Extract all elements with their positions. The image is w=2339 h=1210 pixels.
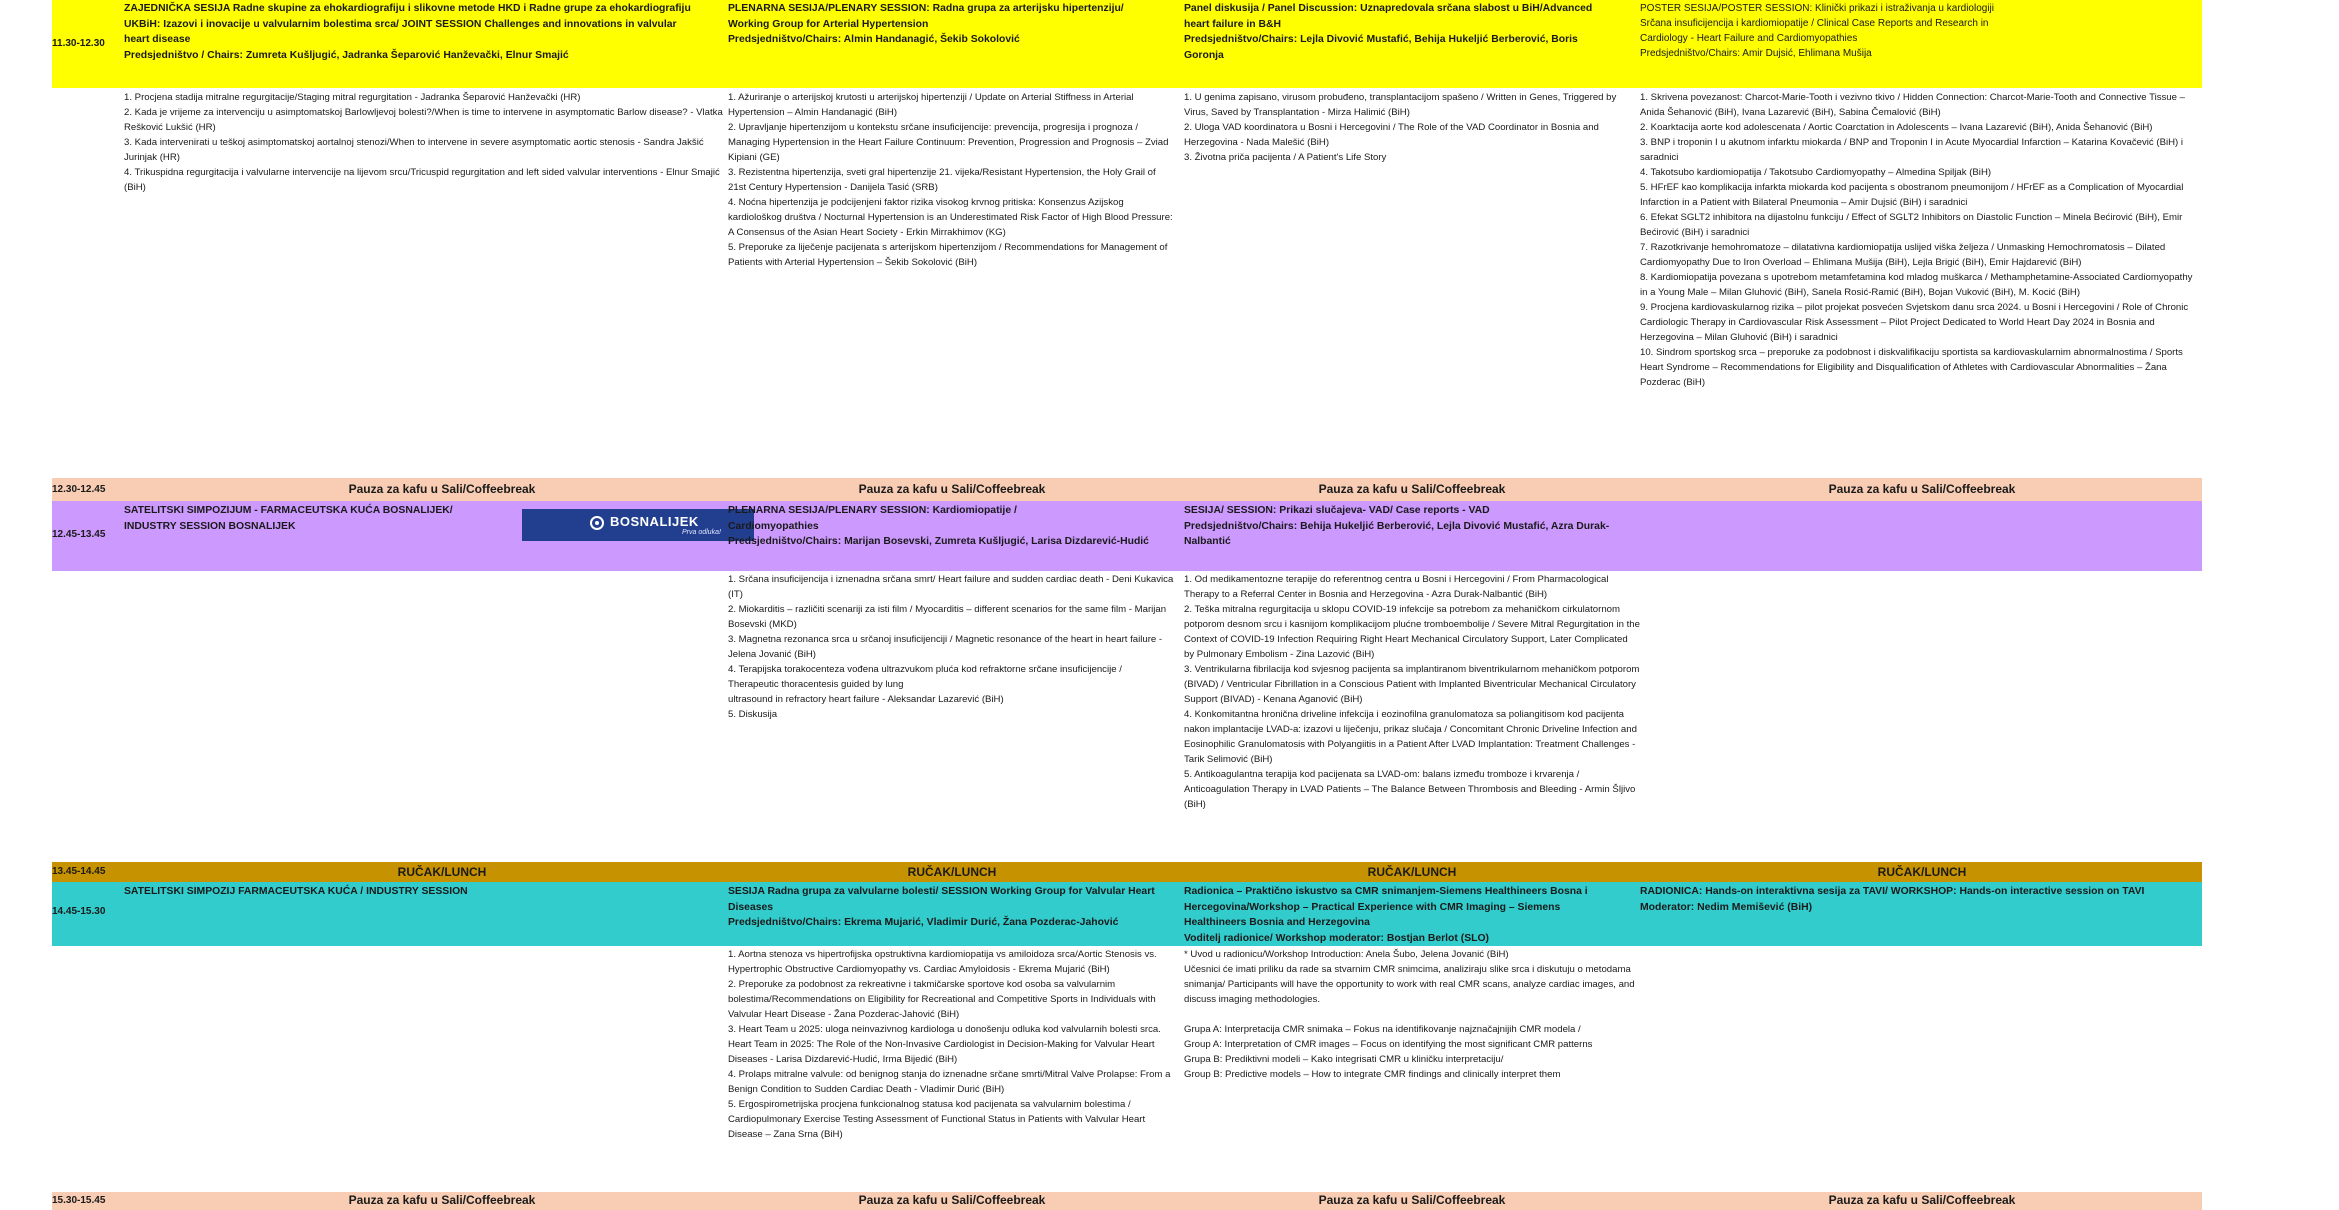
- lecture-item: 2. Preporuke za podobnost za rekreativne i takmičarske sportove kod osoba sa valvularnim bolestima/Recommendations on Eligibility for Recreational and Competitive Sports in Individuals with Valvular Heart Disease - Žana Pozderac-Jahović (BiH): [728, 979, 1156, 1020]
- session-content-block3: [52, 946, 2202, 1192]
- poster-list: [1640, 90, 2200, 390]
- lecture-item: 3. Životna priča pacijenta / A Patient's Life Story: [1184, 152, 1387, 163]
- coffee-break-label: Pauza za kafu u Sali/Coffeebreak: [1828, 1193, 2016, 1207]
- poster-item: 3. BNP i troponin I u akutnom infarktu miokarda / BNP and Troponin I in Acute Myocardial Infarction – Katarina Kovačević (BiH) i saradnici: [1640, 137, 2184, 163]
- lecture-item: 5. Preporuke za liječenje pacijenata s arterijskom hipertenzijom / Recommendations for Management of Patients with Arterial Hypertension – Šekib Sokolović (BiH): [728, 242, 1168, 268]
- session-title-cmr-workshop: Radionica – Praktično iskustvo sa CMR snimanjem-Siemens Healthineers Bosna i Hercegovina/Workshop – Practical Experience with CMR Imaging – Siemens Healthineers Bosnia and Herzegovina Voditelj radionice/ Workshop moderator: Bostjan Berlot (SLO): [1184, 886, 1588, 944]
- session-title-cardiomyopathies: PLENARNA SESIJA/PLENARY SESSION: Kardiomiopatije / Cardiomyopathies Predsjedništvo/Chairs: Marijan Bosevski, Zumreta Kušljugić, Larisa Dizdarević-Hudić: [728, 505, 1149, 547]
- session-header-block1: [52, 0, 2202, 88]
- lecture-item: 3. Rezistentna hipertenzija, sveti gral hipertenzije 21. vijeka/Resistant Hypertension, the Holy Grail of 21st Century Hypertension - Danijela Tasić (SRB): [728, 167, 1156, 193]
- session-title-valvular: SESIJA Radna grupa za valvularne bolesti/ SESSION Working Group for Valvular Heart Diseases Predsjedništvo/Chairs: Ekrema Mujarić, Vladimir Durić, Žana Pozderac-Jahović: [728, 886, 1155, 928]
- lecture-item: 3. Ventrikularna fibrilacija kod svjesnog pacijenta sa implantiranom biventrikularnom mehaničkom potporom (BIVAD) / Ventricular Fibrillation in a Conscious Patient with Implanted Biventricular Mechanical Circulatory Support (BIVAD) - Kenana Aganović (BiH): [1184, 664, 1640, 705]
- workshop-line: Grupa A: Interpretacija CMR snimaka – Fokus na identifikovanje najznačajnijih CMR modela /: [1184, 1024, 1581, 1035]
- workshop-line: Group B: Predictive models – How to integrate CMR findings and clinically interpret them: [1184, 1069, 1561, 1080]
- session-content-block1: [52, 88, 2202, 478]
- coffee-break-label: Pauza za kafu u Sali/Coffeebreak: [858, 482, 1046, 496]
- poster-item: 6. Efekat SGLT2 inhibitora na dijastolnu funkciju / Effect of SGLT2 Inhibitors on Diastolic Function – Minela Bećirović (BiH), Emir Bećirović (BiH) i saradnici: [1640, 212, 2183, 238]
- lecture-item: 2. Uloga VAD koordinatora u Bosni i Hercegovini / The Role of the VAD Coordinator in Bosnia and Herzegovina - Nada Malešić (BiH): [1184, 122, 1599, 148]
- session-header-block3: [52, 882, 2202, 946]
- poster-item: 9. Procjena kardiovaskularnog rizika – pilot projekat posvećen Svjetskom danu srca 2024. u Bosni i Hercegovini / Role of Chronic Cardiologic Therapy in Cardiovascular Risk Assessment – Pilot Project Dedicated to World Heart Day 2024 in Bosnia and Herzegovina – Milan Gluhović (BiH) i saradnici: [1640, 302, 2189, 343]
- workshop-line: Učesnici će imati priliku da rade sa stvarnim CMR snimcima, analiziraju slike srca i diskutuju o metodama snimanja/ Participants will have the opportunity to work with real CMR scans, analyze cardiac images, and discuss imaging methodologies.: [1184, 964, 1635, 1005]
- coffee-break-label: Pauza za kafu u Sali/Coffeebreak: [858, 1193, 1046, 1207]
- workshop-line: * Uvod u radionicu/Workshop Introduction: Anela Šubo, Jelena Jovanić (BiH): [1184, 949, 1509, 960]
- workshop-description: [1184, 947, 1640, 1082]
- lecture-item: 5. Antikoagulantna terapija kod pacijenata sa LVAD-om: balans između tromboze i krvarenja / Anticoagulation Therapy in LVAD Patients – The Balance Between Thrombosis and Bleeding - Armin Šljivo (BiH): [1184, 769, 1636, 810]
- session-title-vad-case-reports: SESIJA/ SESSION: Prikazi slučajeva- VAD/ Case reports - VAD Predsjedništvo/Chairs: Behija Hukeljić Berberović, Lejla Divović Mustafić, Azra Durak- Nalbantić: [1184, 505, 1610, 547]
- poster-item: 2. Koarktacija aorte kod adolescenata / Aortic Coarctation in Adolescents – Ivana Lazarević (BiH), Anida Šehanović (BiH): [1640, 122, 2153, 133]
- lecture-item: 1. U genima zapisano, virusom probuđeno, transplantacijom spašeno / Written in Genes, Triggered by Virus, Saved by Transplantation - Mirza Halimić (BiH): [1184, 92, 1617, 118]
- lecture-item: 4. Prolaps mitralne valvule: od benignog stanja do iznenadne srčane smrti/Mitral Valve Prolapse: From a Benign Condition to Sudden Cardiac Death - Vladimir Durić (BiH): [728, 1069, 1171, 1095]
- lunch-label: RUČAK/LUNCH: [1877, 865, 1967, 879]
- workshop-line: Group A: Interpretation of CMR images – Focus on identifying the most significant CMR patterns: [1184, 1039, 1593, 1050]
- session-title-industry-bosnalijek: SATELITSKI SIMPOZIJUM - FARMACEUTSKA KUĆA BOSNALIJEK/ INDUSTRY SESSION BOSNALIJEK: [124, 505, 453, 532]
- lunch-label: RUČAK/LUNCH: [397, 865, 487, 879]
- session-title-industry: SATELITSKI SIMPOZIJ FARMACEUTSKA KUĆA / INDUSTRY SESSION: [124, 886, 468, 897]
- session-title-tavi-workshop: RADIONICA: Hands-on interaktivna sesija za TAVI/ WORKSHOP: Hands-on interactive session on TAVI Moderator: Nedim Memišević (BiH): [1640, 886, 2145, 913]
- lecture-list: [124, 90, 734, 195]
- session-header-block2: [52, 501, 2202, 571]
- lecture-item: 4. Konkomitantna hronična driveline infekcija i eozinofilna granulomatoza sa poliangitisom kod pacijenta nakon implantacije LVAD-a: izazovi u liječenju, prikaz slučaja / Concomitant Chronic Driveline Infection and Eosinophilic Granulomatosis with Polyangiitis in a Patient After LVAD Implantation: Treatment Challenges - Tarik Selimović (BiH): [1184, 709, 1637, 765]
- time-slot: 13.45-14.45: [52, 866, 106, 877]
- poster-item: 4. Takotsubo kardiomiopatija / Takotsubo Cardiomyopathy – Almedina Spiljak (BiH): [1640, 167, 1992, 178]
- lecture-item: ultrasound in refractory heart failure - Aleksandar Lazarević (BiH): [728, 694, 1004, 705]
- lecture-item: 2. Miokarditis – različiti scenariji za isti film / Myocarditis – different scenarios for the same film - Marijan Bosevski (MKD): [728, 604, 1167, 630]
- lecture-item: 2. Teška mitralna regurgitacija u sklopu COVID-19 infekcije sa potrebom za mehaničkom cirkulatornom potporom desnom srcu i kasnijom komplikacijom plućne tromboembolije / Severe Mitral Regurgitation in the Context of COVID-19 Infection Requiring Right Heart Mechanical Circulatory Support, Later Complicated by Pulmonary Embolism - Zina Lazović (BiH): [1184, 604, 1640, 660]
- time-slot: 14.45-15.30: [52, 906, 106, 917]
- lecture-item: 2. Kada je vrijeme za intervenciju u asimptomatskoj Barlowljevoj bolesti?/When is time to intervene in asymptomatic Barlow disease? - Vlatka Rešković Lukšić (HR): [124, 107, 723, 133]
- lunch-row: [52, 862, 2202, 882]
- lecture-item: 1. Aortna stenoza vs hipertrofijska opstruktivna kardiomiopatija vs amiloidoza srca/Aortic Stenosis vs. Hypertrophic Obstructive Cardiomyopathy vs. Cardiac Amyloidosis - Ekrema Mujarić (BiH): [728, 949, 1157, 975]
- lecture-item: 5. Ergospirometrijska procjena funkcionalnog statusa kod pacijenata sa valvularnim bolestima / Cardiopulmonary Exercise Testing Assessment of Functional Status in Patients with Valvular Heart Disease – Zana Srna (BiH): [728, 1099, 1146, 1140]
- coffee-break-label: Pauza za kafu u Sali/Coffeebreak: [1828, 482, 2016, 496]
- lecture-item: 3. Heart Team u 2025: uloga neinvazivnog kardiologa u donošenju odluka kod valvularnih bolesti srca. Heart Team in 2025: The Role of the Non-Invasive Cardiologist in Decision-Making for Valvular Heart Diseases - Larisa Dizdarević-Hudić, Irma Bijedić (BiH): [728, 1024, 1161, 1065]
- session-title-poster: POSTER SESIJA/POSTER SESSION: Klinički prikazi i istraživanja u kardiologiji Srčana insuficijencija i kardiomiopatije / Clinical Case Reports and Research in Cardiology - Heart Failure and Cardiomyopathies Predsjedništvo/Chairs: Amir Dujsić, Ehlimana Mušija: [1640, 3, 1994, 59]
- poster-item: 8. Kardiomiopatija povezana s upotrebom metamfetamina kod mladog muškarca / Methamphetamine-Associated Cardiomyopathy in a Young Male – Milan Gluhović (BiH), Sanela Rosić-Ramić (BiH), Bojan Vuković (BiH), M. Kocić (BiH): [1640, 272, 2193, 298]
- lecture-item: 4. Trikuspidna regurgitacija i valvularne intervencije na lijevom srcu/Tricuspid regurgitation and left sided valvular interventions - Elnur Smajić (BiH): [124, 167, 720, 193]
- time-slot: 15.30-15.45: [52, 1195, 106, 1206]
- lecture-item: 4. Noćna hipertenzija je podcijenjeni faktor rizika visokog krvnog pritiska: Konsenzus Azijskog kardiološkog društva / Nocturnal Hypertension is an Underestimated Risk Factor of High Blood Pressure: A Consensus of the Asian Heart Society - Erkin Mirrakhimov (KG): [728, 197, 1173, 238]
- bosnalijek-logo-icon: [590, 516, 604, 530]
- lecture-item: 5. Diskusija: [728, 709, 778, 720]
- coffee-break-label: Pauza za kafu u Sali/Coffeebreak: [348, 482, 536, 496]
- lecture-item: 1. Procjena stadija mitralne regurgitacije/Staging mitral regurgitation - Jadranka Šeparović Hanževački (HR): [124, 92, 581, 103]
- time-slot: 11.30-12.30: [52, 38, 105, 49]
- session-title-joint-echo: ZAJEDNIČKA SESIJA Radne skupine za ehokardiografiju i slikovne metode HKD i Radne grupe za ehokardiografiju UKBiH: Izazovi i inovacije u valvularnim bolestima srca/ JOINT SESSION Challenges and innovations in valvular heart disease Predsjedništvo / Chairs: Zumreta Kušljugić, Jadranka Šeparović Hanževački, Elnur Smajić: [124, 3, 691, 61]
- coffee-break-label: Pauza za kafu u Sali/Coffeebreak: [1318, 482, 1506, 496]
- lunch-label: RUČAK/LUNCH: [907, 865, 997, 879]
- bosnalijek-logo: BOSNALIJEK Prva odluka!: [522, 509, 754, 541]
- lecture-item: 2. Upravljanje hipertenzijom u kontekstu srčane insuficijencije: prevencija, progresija i prognoza / Managing Hypertension in the Heart Failure Continuum: Prevention, Progression and Prognosis – Zviad Kipiani (GE): [728, 122, 1169, 163]
- lecture-item: 3. Kada intervenirati u teškoj asimptomatskoj aortalnoj stenozi/When to intervene in severe asymptomatic aortic stenosis - Sandra Jakšić Jurinjak (HR): [124, 137, 704, 163]
- coffee-break-row: [52, 478, 2202, 501]
- lecture-list: [1184, 90, 1640, 165]
- workshop-line: Grupa B: Prediktivni modeli – Kako integrisati CMR u kliničku interpretaciju/: [1184, 1054, 1504, 1065]
- workshop-line: [1184, 1007, 1640, 1022]
- poster-item: 5. HFrEF kao komplikacija infarkta miokarda kod pacijenta s obostranom pneumonijom / HFrEF as a Complication of Myocardial Infarction in a Patient with Bilateral Pneumonia – Amir Dujsić (BiH) i saradnici: [1640, 182, 2184, 208]
- poster-item: 7. Razotkrivanje hemohromatoze – dilatativna kardiomiopatija uslijed viška željeza / Unmasking Hemochromatosis – Dilated Cardiomyopathy Due to Iron Overload – Ehlimana Mušija (BiH), Lejla Brigić (BiH), Emir Hajdarević (BiH): [1640, 242, 2166, 268]
- lecture-list: [1184, 572, 1640, 812]
- lecture-item: 4. Terapijska torakocenteza vođena ultrazvukom pluća kod refraktorne srčane insuficijencije / Therapeutic thoracentesis guided by lung: [728, 664, 1122, 690]
- lecture-item: 1. Od medikamentozne terapije do referentnog centra u Bosni i Hercegovini / From Pharmacological Therapy to a Referral Center in Bosnia and Herzegovina - Azra Durak-Nalbantić (BiH): [1184, 574, 1609, 600]
- coffee-break-label: Pauza za kafu u Sali/Coffeebreak: [348, 1193, 536, 1207]
- coffee-break-label: Pauza za kafu u Sali/Coffeebreak: [1318, 1193, 1506, 1207]
- session-title-heart-failure-panel: Panel diskusija / Panel Discussion: Uznapredovala srčana slabost u BiH/Advanced heart failure in B&H Predsjedništvo/Chairs: Lejla Divović Mustafić, Behija Hukeljić Berberović, Boris Goronja: [1184, 3, 1593, 61]
- poster-item: 1. Skrivena povezanost: Charcot-Marie-Tooth i vezivno tkivo / Hidden Connection: Charcot-Marie-Tooth and Connective Tissue – Anida Šehanović (BiH), Ivana Lazarević (BiH), Sabina Čemalović (BiH): [1640, 92, 2185, 118]
- session-title-hypertension: PLENARNA SESIJA/PLENARY SESSION: Radna grupa za arterijsku hipertenziju/ Working Group for Arterial Hypertension Predsjedništvo/Chairs: Almin Handanagić, Šekib Sokolović: [728, 3, 1124, 45]
- lecture-list: [728, 572, 1174, 722]
- lecture-item: 1. Srčana insuficijencija i iznenadna srčana smrt/ Heart failure and sudden cardiac death - Deni Kukavica (IT): [728, 574, 1174, 600]
- coffee-break-row: [52, 1192, 2202, 1210]
- lecture-list: [728, 90, 1174, 270]
- time-slot: 12.45-13.45: [52, 529, 106, 540]
- lecture-item: 3. Magnetna rezonanca srca u srčanoj insuficijenciji / Magnetic resonance of the heart in heart failure - Jelena Jovanić (BiH): [728, 634, 1163, 660]
- lecture-item: 1. Ažuriranje o arterijskoj krutosti u arterijskoj hipertenziji / Update on Arterial Stiffness in Arterial Hypertension – Almin Handanagić (BiH): [728, 92, 1134, 118]
- time-slot: 12.30-12.45: [52, 484, 106, 495]
- lunch-label: RUČAK/LUNCH: [1367, 865, 1457, 879]
- session-content-block2: [52, 571, 2202, 862]
- poster-item: 10. Sindrom sportskog srca – preporuke za podobnost i diskvalifikaciju sportista sa kardiovaskularnim abnormalnostima / Sports Heart Syndrome – Recommendations for Eligibility and Disqualification of Athletes with Cardiovascular Abnormalities – Žana Pozderac (BiH): [1640, 347, 2183, 388]
- lecture-list: [728, 947, 1174, 1142]
